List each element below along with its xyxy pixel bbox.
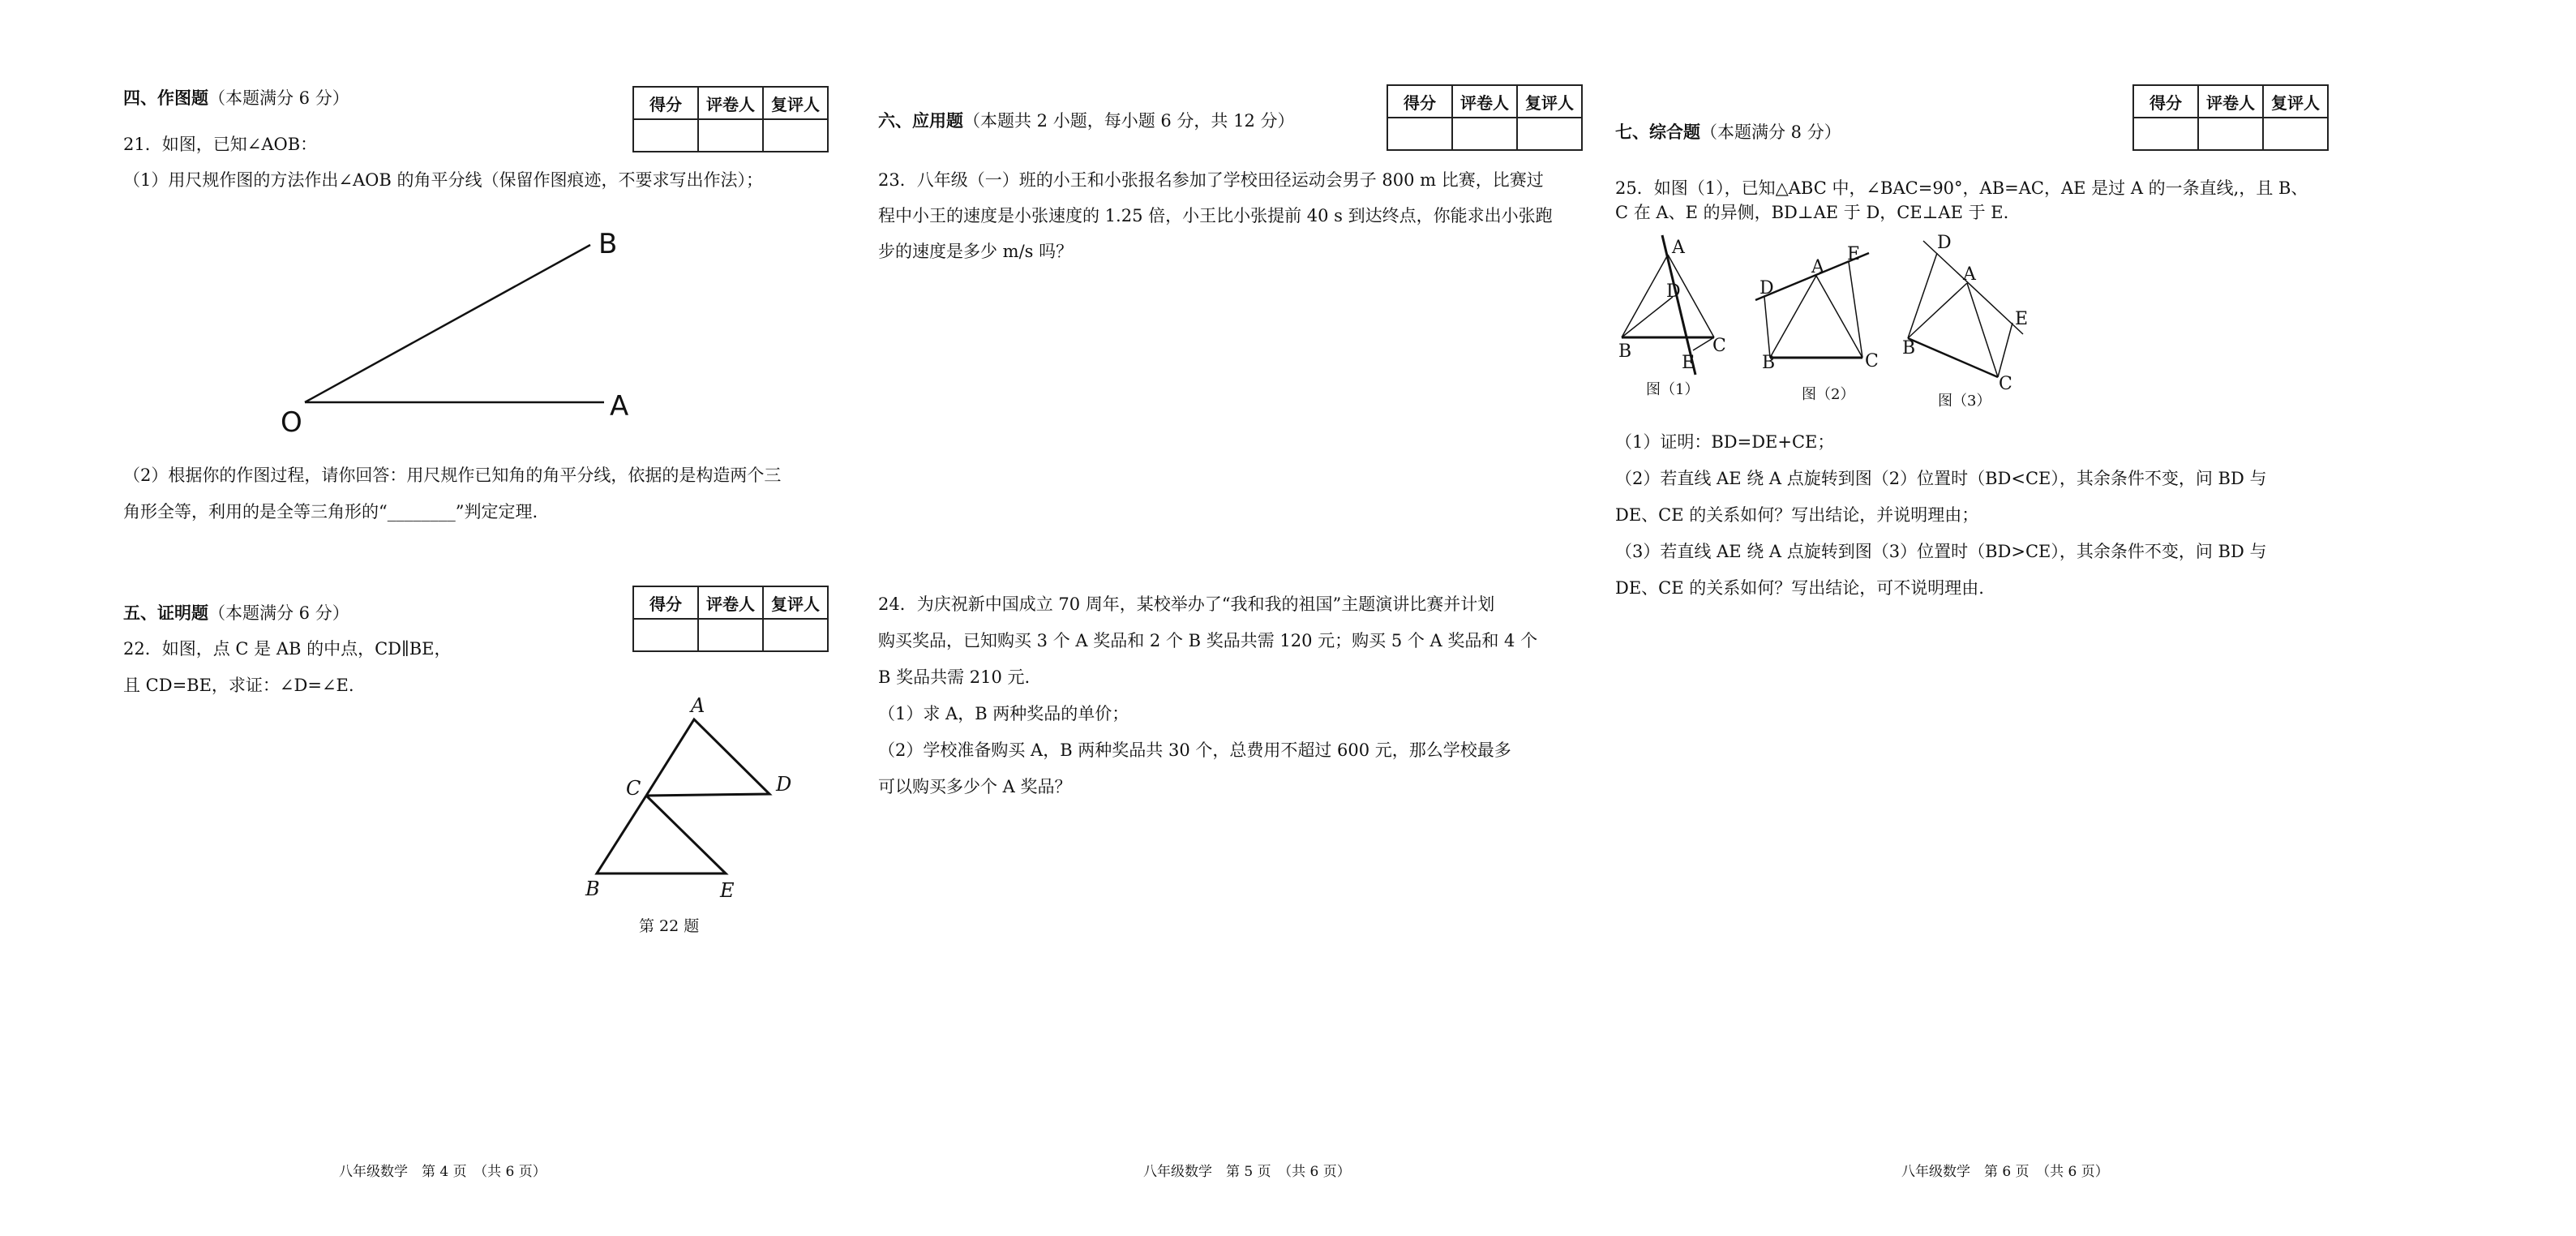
score-cell	[2133, 118, 2198, 150]
label-b: B	[1762, 353, 1776, 373]
section-note: （本题共 2 小题，每小题 6 分，共 12 分）	[963, 111, 1295, 131]
question-24-line: B 奖品共需 210 元.	[878, 667, 1031, 687]
label-c: C	[1712, 336, 1726, 356]
figure-22-caption: 第 22 题	[639, 917, 700, 935]
grader-cell	[698, 119, 763, 152]
score-table	[2132, 84, 2329, 151]
score-table	[632, 586, 829, 652]
label-e: E	[1682, 353, 1695, 373]
question-25-line: 25．如图（1），已知△ABC 中，∠BAC=90°，AB=AC，AE 是过 A 的一条直线,，且 B、	[1615, 178, 2308, 198]
question-25-part-2-cont: DE、CE 的关系如何？写出结论，并说明理由；	[1615, 505, 1979, 525]
label-e: E	[1847, 244, 1861, 264]
label-c: C	[1865, 351, 1879, 371]
question-23-line: 23．八年级（一）班的小王和小张报名参加了学校田径运动会男子 800 m 比赛，比赛过	[878, 170, 1544, 190]
figure-caption: 图（1）	[1646, 381, 1699, 398]
score-table	[1387, 84, 1583, 151]
grader-header: 评卷人	[698, 87, 763, 119]
figure-25-1	[1618, 235, 1726, 398]
score-header: 得分	[1387, 85, 1452, 118]
question-24-part-2: （2）学校准备购买 A，B 两种奖品共 30 个，总费用不超过 600 元，那么学校最多	[878, 740, 1511, 760]
question-23-line: 程中小王的速度是小张速度的 1.25 倍，小王比小张提前 40 s 到达终点，你能求出小张跑	[878, 206, 1553, 225]
section-4-heading	[123, 89, 349, 107]
question-25-part-1: （1）证明：BD=DE+CE；	[1615, 432, 1835, 452]
reviewer-header: 复评人	[2263, 85, 2328, 118]
label-b: B	[1902, 338, 1916, 358]
score-cell	[633, 619, 698, 651]
triangle-acd	[646, 719, 769, 796]
label-a: A	[1963, 264, 1976, 285]
question-25-part-2: （2）若直线 AE 绕 A 点旋转到图（2）位置时（BD<CE），其余条件不变，问 BD 与	[1615, 469, 2267, 488]
page-footer: 八年级数学 第 5 页 （共 6 页）	[1143, 1164, 1351, 1180]
label-a: A	[610, 390, 629, 423]
score-cell	[1387, 118, 1452, 150]
label-e: E	[720, 879, 735, 902]
reviewer-cell	[763, 119, 828, 152]
page-footer: 八年级数学 第 6 页 （共 6 页）	[1901, 1164, 2109, 1180]
label-a: A	[1672, 238, 1685, 258]
reviewer-cell	[1517, 118, 1582, 150]
score-cell	[633, 119, 698, 152]
label-c: C	[626, 777, 641, 800]
label-b: B	[585, 878, 600, 900]
question-21: 21．如图，已知∠AOB：	[123, 135, 318, 154]
figure-caption: 图（3）	[1938, 393, 1991, 410]
question-24-line: 购买奖品，已知购买 3 个 A 奖品和 2 个 B 奖品共需 120 元；购买 5 个 A 奖品和 4 个	[878, 631, 1538, 650]
page-footer: 八年级数学 第 4 页 （共 6 页）	[339, 1164, 546, 1180]
question-24-line: 24．为庆祝新中国成立 70 周年，某校举办了“我和我的祖国”主题演讲比赛并计划	[878, 594, 1495, 614]
section-title: 四、作图题	[123, 88, 208, 108]
question-23-line: 步的速度是多少 m/s 吗？	[878, 242, 1074, 261]
grader-cell	[2198, 118, 2263, 150]
question-24-part-1: （1）求 A，B 两种奖品的单价；	[878, 704, 1129, 723]
question-22: 22．如图，点 C 是 AB 的中点，CD∥BE，	[123, 639, 452, 659]
section-title: 七、综合题	[1615, 122, 1700, 142]
figure-caption: 图（2）	[1802, 386, 1855, 403]
section-title: 五、证明题	[123, 603, 208, 623]
question-24-part-2-cont: 可以购买多少个 A 奖品？	[878, 777, 1072, 796]
reviewer-header: 复评人	[763, 586, 828, 619]
figure-25-3	[1902, 233, 2028, 410]
angle-aob-figure	[281, 228, 628, 439]
reviewer-header: 复评人	[763, 87, 828, 119]
grader-header: 评卷人	[1452, 85, 1517, 118]
question-21-part-2: （2）根据你的作图过程，请你回答：用尺规作已知角的角平分线，依据的是构造两个三	[123, 466, 782, 485]
reviewer-cell	[763, 619, 828, 651]
label-o: O	[281, 406, 302, 439]
score-header: 得分	[2133, 85, 2198, 118]
question-25-line: C 在 A、E 的异侧，BD⊥AE 于 D，CE⊥AE 于 E.	[1615, 203, 2009, 222]
label-c: C	[1999, 374, 2012, 394]
question-22-cont: 且 CD=BE，求证：∠D=∠E.	[123, 676, 354, 695]
section-7-heading	[1615, 123, 1841, 141]
label-d: D	[776, 773, 792, 796]
section-title: 六、应用题	[878, 110, 963, 131]
label-a: A	[691, 694, 705, 717]
section-note: （本题满分 8 分）	[1700, 122, 1841, 142]
label-a: A	[1811, 257, 1824, 277]
label-d: D	[1666, 281, 1681, 302]
label-d: D	[1937, 233, 1952, 253]
section-note: （本题满分 6 分）	[208, 603, 349, 623]
label-e: E	[2015, 309, 2029, 329]
question-21-part-2-cont: 角形全等，利用的是全等三角形的“________”判定定理.	[123, 502, 538, 521]
figure-25-2	[1755, 244, 1879, 403]
score-header: 得分	[633, 87, 698, 119]
grader-cell	[1452, 118, 1517, 150]
question-21-part-1: （1）用尺规作图的方法作出∠AOB 的角平分线（保留作图痕迹，不要求写出作法）；	[123, 170, 763, 190]
question-25-part-3-cont: DE、CE 的关系如何？写出结论，可不说明理由.	[1615, 578, 1984, 598]
label-b: B	[598, 228, 618, 260]
grader-header: 评卷人	[2198, 85, 2263, 118]
section-note: （本题满分 6 分）	[208, 88, 349, 108]
triangle-cbe	[597, 796, 726, 873]
score-table	[632, 86, 829, 152]
section-5-heading	[123, 604, 349, 622]
label-d: D	[1759, 278, 1774, 298]
section-6-heading	[878, 112, 1295, 130]
line-de	[1923, 241, 2023, 334]
reviewer-cell	[2263, 118, 2328, 150]
question-25-part-3: （3）若直线 AE 绕 A 点旋转到图（3）位置时（BD>CE），其余条件不变，问 BD 与	[1615, 542, 2267, 561]
grader-header: 评卷人	[698, 586, 763, 619]
grader-cell	[698, 619, 763, 651]
figure-22	[585, 694, 791, 902]
ray-ob	[305, 245, 590, 402]
reviewer-header: 复评人	[1517, 85, 1582, 118]
score-header: 得分	[633, 586, 698, 619]
label-b: B	[1618, 341, 1632, 362]
